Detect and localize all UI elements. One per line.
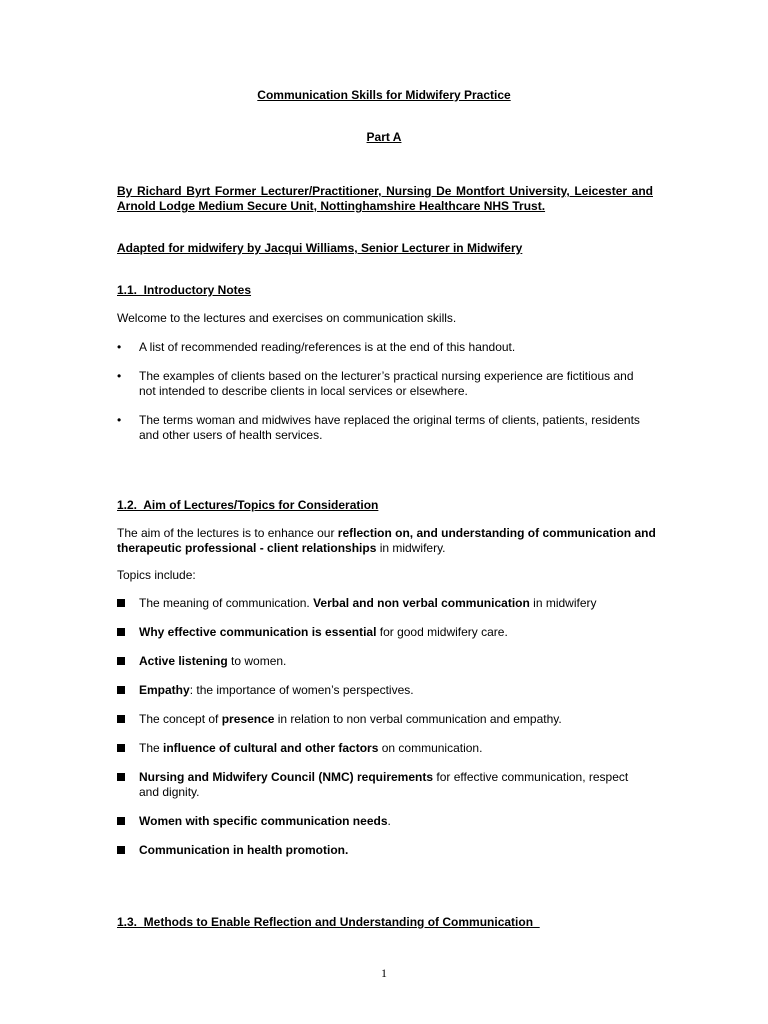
topic-bold: Communication in health promotion. xyxy=(139,843,349,857)
welcome-paragraph: Welcome to the lectures and exercises on communication skills. xyxy=(117,311,457,325)
topic-pre: The concept of xyxy=(139,712,222,726)
square-bullet-icon xyxy=(117,599,125,607)
topic-bold: presence xyxy=(221,712,275,726)
topic-post: for good midwifery care. xyxy=(376,625,508,639)
section-heading-intro: 1.1. Introductory Notes xyxy=(117,283,252,297)
topic-post: . xyxy=(387,814,391,828)
author-byline: By Richard Byrt Former Lecturer/Practitioner, Nursing De Montfort University, Leicester and Arnold Lodge Medium Secure Unit, Nottinghamshire Healthcare NHS Trust. xyxy=(117,184,653,213)
topic-text xyxy=(139,654,644,669)
square-bullet-icon xyxy=(117,744,125,752)
topic-bold: Empathy xyxy=(139,683,190,697)
topic-pre: The meaning of communication. xyxy=(139,596,314,610)
topic-text xyxy=(139,712,644,727)
bullet-icon: • xyxy=(117,340,122,354)
topic-bold: Verbal and non verbal communication xyxy=(313,596,530,610)
topic-post: on communication. xyxy=(378,741,483,755)
aim-prefix: The aim of the lectures is to enhance our xyxy=(117,526,338,540)
topic-post: in relation to non verbal communication and empathy. xyxy=(274,712,562,726)
topic-text xyxy=(139,596,644,611)
aim-suffix: in midwifery. xyxy=(376,541,446,555)
square-bullet-icon xyxy=(117,817,125,825)
topic-text xyxy=(139,770,644,800)
list-item-text: A list of recommended reading/references is at the end of this handout. xyxy=(139,340,516,354)
square-bullet-icon xyxy=(117,686,125,694)
square-bullet-icon xyxy=(117,773,125,781)
topic-text xyxy=(139,741,644,756)
document-title: Communication Skills for Midwifery Practice xyxy=(257,88,511,102)
topic-text xyxy=(139,814,644,829)
square-bullet-icon xyxy=(117,846,125,854)
document-part: Part A xyxy=(366,130,402,144)
square-bullet-icon xyxy=(117,657,125,665)
topic-post: : the importance of women’s perspectives. xyxy=(189,683,414,697)
section-heading-methods: 1.3. Methods to Enable Reflection and Understanding of Communication xyxy=(117,915,540,929)
topic-bold: influence of cultural and other factors xyxy=(163,741,379,755)
topic-post: to women. xyxy=(227,654,287,668)
topic-post: in midwifery xyxy=(529,596,597,610)
topic-bold: Nursing and Midwifery Council (NMC) requirements xyxy=(139,770,434,784)
topic-text xyxy=(139,625,644,640)
topic-text xyxy=(139,843,644,858)
topic-text xyxy=(139,683,644,698)
topic-post: for effective communication, respect and dignity. xyxy=(139,770,629,799)
bullet-icon: • xyxy=(117,413,122,427)
section-heading-aim: 1.2. Aim of Lectures/Topics for Consideration xyxy=(117,498,379,512)
square-bullet-icon xyxy=(117,715,125,723)
list-item-text: The examples of clients based on the lecturer’s practical nursing experience are fictitious and not intended to describe clients in local services or elsewhere. xyxy=(139,369,634,398)
square-bullet-icon xyxy=(117,628,125,636)
aim-bold: reflection on, and understanding of communication and therapeutic professional - client relationships xyxy=(117,526,656,555)
page-number: 1 xyxy=(381,966,387,980)
topic-bold: Women with specific communication needs xyxy=(139,814,388,828)
topics-intro: Topics include: xyxy=(117,568,196,582)
topic-bold: Active listening xyxy=(139,654,228,668)
aim-paragraph xyxy=(117,526,657,556)
topic-bold: Why effective communication is essential xyxy=(139,625,377,639)
adapted-note: Adapted for midwifery by Jacqui Williams, Senior Lecturer in Midwifery xyxy=(117,241,523,255)
bullet-icon: • xyxy=(117,369,122,383)
list-item-text: The terms woman and midwives have replaced the original terms of clients, patients, residents and other users of health services. xyxy=(139,413,640,442)
topic-pre: The xyxy=(139,741,164,755)
